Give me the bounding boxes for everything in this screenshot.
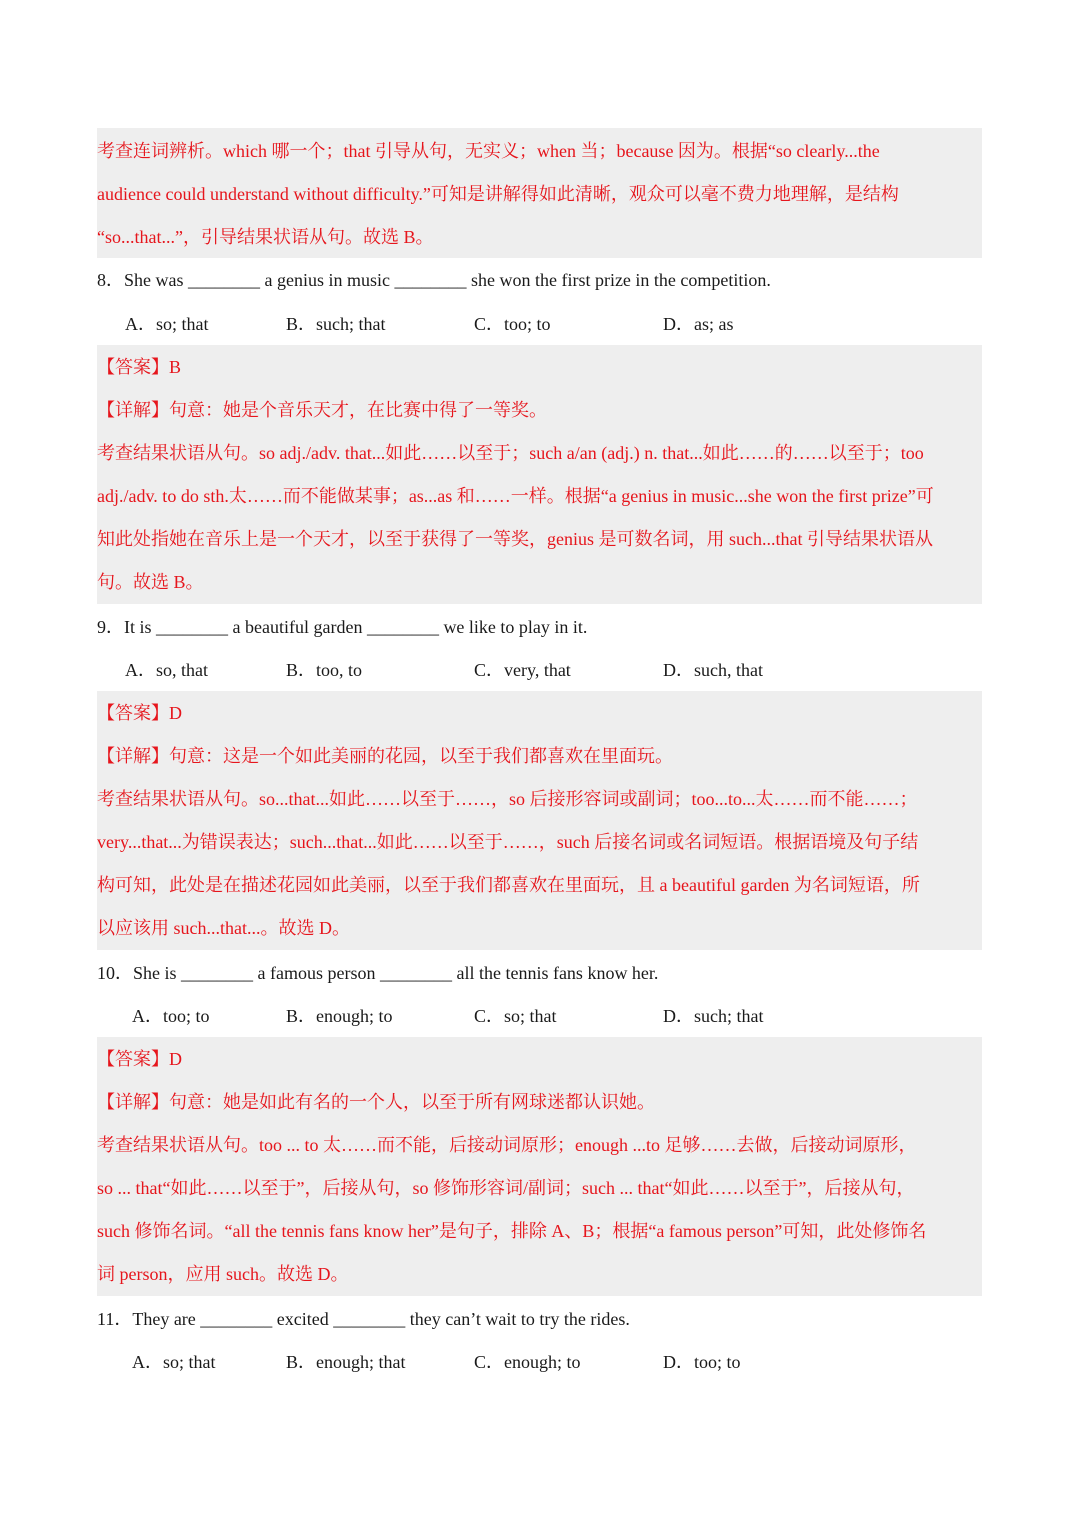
option-c: C．enough; to bbox=[474, 1352, 581, 1372]
explanation-line: 句。故选 B。 bbox=[97, 572, 204, 592]
explanation-line: 构可知，此处是在描述花园如此美丽，以至于我们都喜欢在里面玩，且 a beautiful garden 为名词短语，所 bbox=[97, 875, 920, 895]
explanation-line: adj./adv. to do sth.太……而不能做某事；as...as 和……一样。根据“a genius in music...she won the first prize”可 bbox=[97, 486, 934, 506]
explanation-line: such 修饰名词。“all the tennis fans know her”是句子，排除 A、B；根据“a famous person”可知，此处修饰名 bbox=[97, 1221, 927, 1241]
question-stem-9: 9．It is ________ a beautiful garden ________ we like to play in it. bbox=[97, 617, 588, 637]
option-d: D．too; to bbox=[663, 1352, 741, 1372]
question-stem-11: 11．They are ________ excited ________ they can’t wait to try the rides. bbox=[97, 1309, 630, 1329]
option-c: C．very, that bbox=[474, 660, 571, 680]
option-c: C．too; to bbox=[474, 314, 551, 334]
explanation-line: 词 person，应用 such。故选 D。 bbox=[97, 1264, 349, 1284]
explanation-line: very...that...为错误表达；such...that...如此……以至于……，such 后接名词或名词短语。根据语境及句子结 bbox=[97, 832, 919, 852]
option-a: A．so; that bbox=[132, 1352, 216, 1372]
option-d: D．such, that bbox=[663, 660, 763, 680]
option-b: B．enough; to bbox=[286, 1006, 393, 1026]
question-stem-8: 8．She was ________ a genius in music ________ she won the first prize in the competition. bbox=[97, 270, 771, 290]
explanation-line: 考查结果状语从句。so adj./adv. that...如此……以至于；such a/an (adj.) n. that...如此……的……以至于；too bbox=[97, 443, 924, 463]
option-d: D．such; that bbox=[663, 1006, 764, 1026]
detail-line: 【详解】句意：她是个音乐天才，在比赛中得了一等奖。 bbox=[97, 400, 547, 420]
option-d: D．as; as bbox=[663, 314, 734, 334]
explanation-line: 考查连词辨析。which 哪一个；that 引导从句，无实义；when 当；because 因为。根据“so clearly...the bbox=[97, 141, 880, 161]
explanation-line: 考查结果状语从句。so...that...如此……以至于……，so 后接形容词或副词；too...to...太……而不能……； bbox=[97, 789, 918, 809]
explanation-line: 以应该用 such...that...。故选 D。 bbox=[97, 918, 350, 938]
option-b: B．such; that bbox=[286, 314, 386, 334]
option-b: B．enough; that bbox=[286, 1352, 406, 1372]
option-c: C．so; that bbox=[474, 1006, 557, 1026]
explanation-line: 知此处指她在音乐上是一个天才，以至于获得了一等奖，genius 是可数名词，用 such...that 引导结果状语从 bbox=[97, 529, 933, 549]
detail-line: 【详解】句意：这是一个如此美丽的花园，以至于我们都喜欢在里面玩。 bbox=[97, 746, 673, 766]
detail-line: 【详解】句意：她是如此有名的一个人，以至于所有网球迷都认识她。 bbox=[97, 1092, 655, 1112]
explanation-line: audience could understand without difficulty.”可知是讲解得如此清晰，观众可以毫不费力地理解，是结构 bbox=[97, 184, 899, 204]
explanation-line: 考查结果状语从句。too ... to 太……而不能，后接动词原形；enough ...to 足够……去做，后接动词原形， bbox=[97, 1135, 917, 1155]
answer-label: 【答案】B bbox=[97, 357, 182, 377]
option-b: B．too, to bbox=[286, 660, 363, 680]
answer-label: 【答案】D bbox=[97, 1049, 182, 1069]
explanation-line: so ... that“如此……以至于”，后接从句，so 修饰形容词/副词；such ... that“如此……以至于”，后接从句， bbox=[97, 1178, 915, 1198]
option-a: A．so; that bbox=[125, 314, 209, 334]
question-stem-10: 10．She is ________ a famous person ________ all the tennis fans know her. bbox=[97, 963, 659, 983]
explanation-line: “so...that...”，引导结果状语从句。故选 B。 bbox=[97, 227, 434, 247]
answer-label: 【答案】D bbox=[97, 703, 182, 723]
option-a: A．so, that bbox=[125, 660, 208, 680]
option-a: A．too; to bbox=[132, 1006, 210, 1026]
